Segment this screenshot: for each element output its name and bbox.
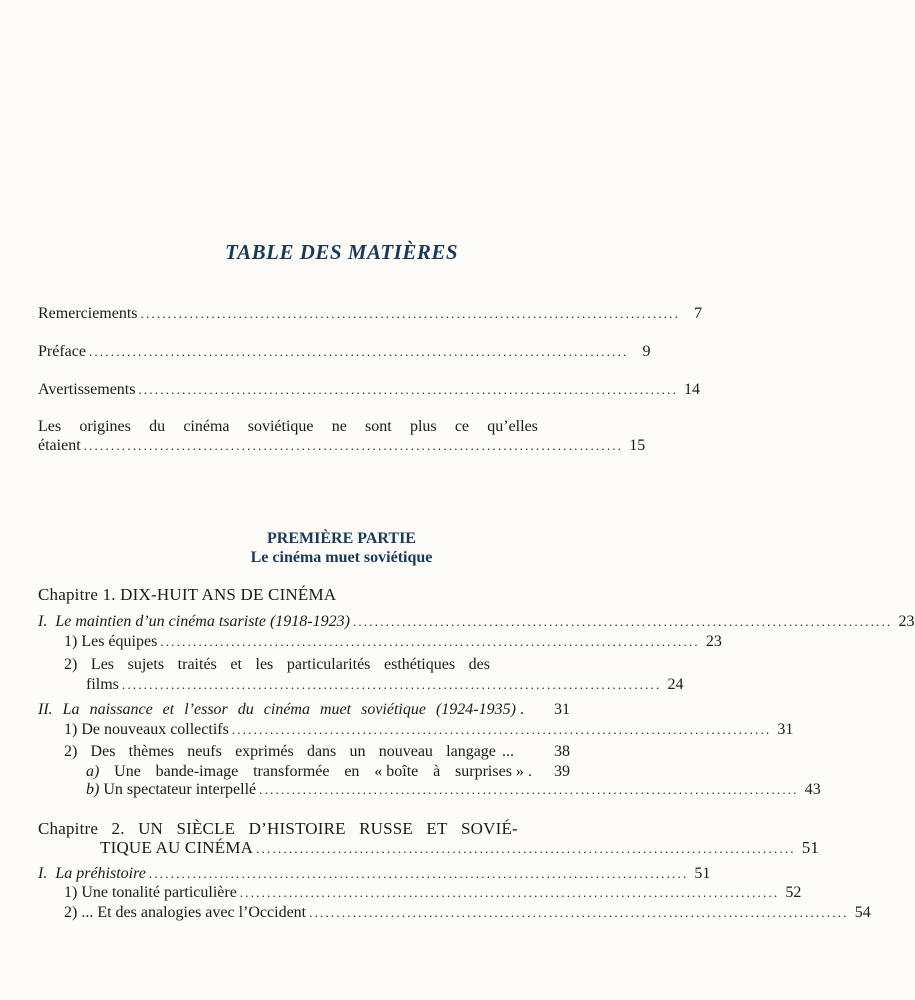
- page-number: 23: [705, 633, 722, 650]
- page-number: 38: [554, 743, 570, 760]
- entry-word: cinéma: [263, 701, 310, 718]
- trailing-dot: .: [528, 763, 532, 780]
- dot-leader: ...................................................................................................: [259, 782, 799, 797]
- chapter-1-heading[interactable]: Chapitre 1. DIX-HUIT ANS DE CINÉMA: [38, 585, 337, 604]
- dot-leader: ...................................................................................................: [160, 634, 700, 649]
- entry-label: [86, 779, 256, 801]
- entry-label: étaient: [38, 437, 81, 454]
- entry-word: surprises »: [455, 763, 524, 780]
- page-number: 23: [898, 613, 915, 630]
- page-number: 43: [804, 781, 821, 798]
- entry-word: SOVIÉ-: [460, 819, 518, 838]
- page-number: 52: [785, 884, 802, 901]
- entry-label: Préface: [38, 343, 86, 360]
- toc-entry-preface[interactable]: [38, 341, 651, 363]
- dot-leader: ...................................................................................................: [256, 841, 796, 856]
- entry-label: 2) ... Et des analogies avec l’Occident: [64, 904, 307, 921]
- entry-label: 1) Une tonalité particulière: [64, 884, 237, 901]
- toc-item-line1[interactable]: [64, 654, 490, 676]
- entry-word: 2.: [111, 819, 125, 838]
- entry-word: soviétique: [247, 418, 314, 435]
- dot-leader: ...................................................................................................: [140, 306, 681, 321]
- entry-word: 2): [64, 743, 78, 760]
- dot-leader: ...: [502, 743, 514, 760]
- dot-leader: ...................................................................................................: [239, 885, 780, 900]
- entry-label: [38, 611, 350, 633]
- page-number: 24: [667, 676, 684, 693]
- entry-word: La: [62, 701, 80, 718]
- entry-label: 1) Les équipes: [64, 633, 158, 650]
- page-title: TABLE DES MATIÈRES: [224, 240, 459, 264]
- entry-word: du: [149, 418, 166, 435]
- dot-leader: ...................................................................................................: [83, 438, 624, 453]
- entry-word: dans: [306, 743, 337, 760]
- entry-label: films: [86, 676, 119, 693]
- dot-leader: ...................................................................................................: [231, 722, 772, 737]
- entry-word: sont: [365, 418, 392, 435]
- page-number: 54: [854, 904, 871, 921]
- page-number: 14: [684, 381, 701, 398]
- entry-word: du: [237, 701, 254, 718]
- entry-word: bande-image: [155, 763, 239, 780]
- entry-word: D’HISTOIRE: [248, 819, 346, 838]
- entry-word: SIÈCLE: [176, 819, 236, 838]
- entry-word: qu’elles: [487, 418, 538, 435]
- entry-word: esthétiques: [383, 656, 456, 673]
- page-number: 51: [801, 838, 820, 857]
- entry-word: en: [344, 763, 360, 780]
- subitem-title: Un spectateur interpellé: [103, 781, 257, 798]
- entry-word: exprimés: [235, 743, 294, 760]
- dot-leader: ...................................................................................................: [352, 614, 893, 629]
- entry-word: (1924-1935): [435, 701, 516, 718]
- entry-word: sujets: [127, 656, 165, 673]
- entry-word: Les: [38, 418, 62, 435]
- entry-word: RUSSE: [359, 819, 414, 838]
- part-heading: PREMIÈRE PARTIE: [267, 530, 416, 547]
- subitem-marker: a): [86, 763, 100, 780]
- entry-word: particularités: [286, 656, 371, 673]
- toc-entry-origines-line2[interactable]: [38, 435, 646, 457]
- page-number: 31: [554, 701, 570, 718]
- entry-label: Avertissements: [38, 381, 136, 398]
- entry-word: traités: [177, 656, 217, 673]
- section-title: Le maintien d’un cinéma tsariste (1918-1923): [55, 613, 350, 630]
- entry-word: 2): [64, 656, 78, 673]
- page-number: 39: [554, 763, 570, 780]
- entry-word: UN: [138, 819, 164, 838]
- toc-item[interactable]: [64, 719, 794, 741]
- toc-entry-remerciements[interactable]: [38, 303, 703, 325]
- entry-label: TIQUE AU CINÉMA: [100, 838, 254, 857]
- entry-label: 1) De nouveaux collectifs: [64, 721, 229, 738]
- toc-section-ch1-I[interactable]: [38, 611, 915, 633]
- toc-entry-avertissements[interactable]: [38, 379, 701, 401]
- entry-word: Des: [90, 743, 116, 760]
- entry-word: Chapitre: [38, 819, 99, 838]
- dot-leader: ...................................................................................................: [148, 866, 689, 881]
- entry-word: muet: [319, 701, 352, 718]
- entry-word: et: [162, 701, 175, 718]
- trailing-dot: .: [520, 701, 524, 718]
- toc-item[interactable]: [64, 631, 722, 653]
- section-numeral: I.: [38, 613, 48, 630]
- entry-word: plus: [409, 418, 437, 435]
- entry-word: naissance: [89, 701, 153, 718]
- entry-word: thèmes: [128, 743, 174, 760]
- entry-word: les: [255, 656, 274, 673]
- toc-section-ch1-II[interactable]: [38, 699, 570, 721]
- entry-word: et: [230, 656, 242, 673]
- dot-leader: ...................................................................................................: [121, 677, 662, 692]
- entry-word: ET: [426, 819, 448, 838]
- entry-word: nouveau: [378, 743, 433, 760]
- entry-word: transformée: [253, 763, 330, 780]
- page-number: 31: [777, 721, 794, 738]
- chapter-2-heading-line2[interactable]: [100, 837, 820, 860]
- toc-subitem[interactable]: [86, 779, 821, 801]
- subitem-marker: b): [86, 781, 100, 798]
- entry-word: ce: [454, 418, 470, 435]
- entry-word: un: [349, 743, 366, 760]
- entry-word: l’essor: [184, 701, 228, 718]
- entry-word: ne: [331, 418, 347, 435]
- toc-item[interactable]: [64, 882, 802, 904]
- dot-leader: ...................................................................................................: [309, 905, 849, 920]
- section-numeral: II.: [38, 701, 53, 718]
- dot-leader: ...................................................................................................: [88, 344, 629, 359]
- toc-item-line2[interactable]: [86, 674, 684, 696]
- entry-word: neufs: [187, 743, 222, 760]
- page-number: 15: [629, 437, 646, 454]
- entry-word: « boîte: [374, 763, 419, 780]
- entry-word: soviétique: [361, 701, 426, 718]
- toc-item[interactable]: [64, 902, 871, 924]
- entry-word: des: [468, 656, 490, 673]
- entry-word: à: [433, 763, 441, 780]
- entry-label: [64, 741, 496, 763]
- toc-item[interactable]: [64, 741, 570, 763]
- page-number: 9: [642, 343, 651, 360]
- page-number: 7: [694, 305, 703, 322]
- part-subheading: Le cinéma muet soviétique: [250, 549, 433, 566]
- entry-word: origines: [79, 418, 131, 435]
- dot-leader: ...................................................................................................: [138, 382, 679, 397]
- page-number: 51: [694, 865, 711, 882]
- section-numeral: I.: [38, 865, 48, 882]
- entry-word: cinéma: [183, 418, 230, 435]
- section-title: La préhistoire: [55, 865, 146, 882]
- entry-label: Remerciements: [38, 305, 138, 322]
- entry-word: Une: [114, 763, 141, 780]
- entry-label: [38, 699, 516, 721]
- entry-word: langage: [446, 743, 496, 760]
- entry-word: Les: [90, 656, 115, 673]
